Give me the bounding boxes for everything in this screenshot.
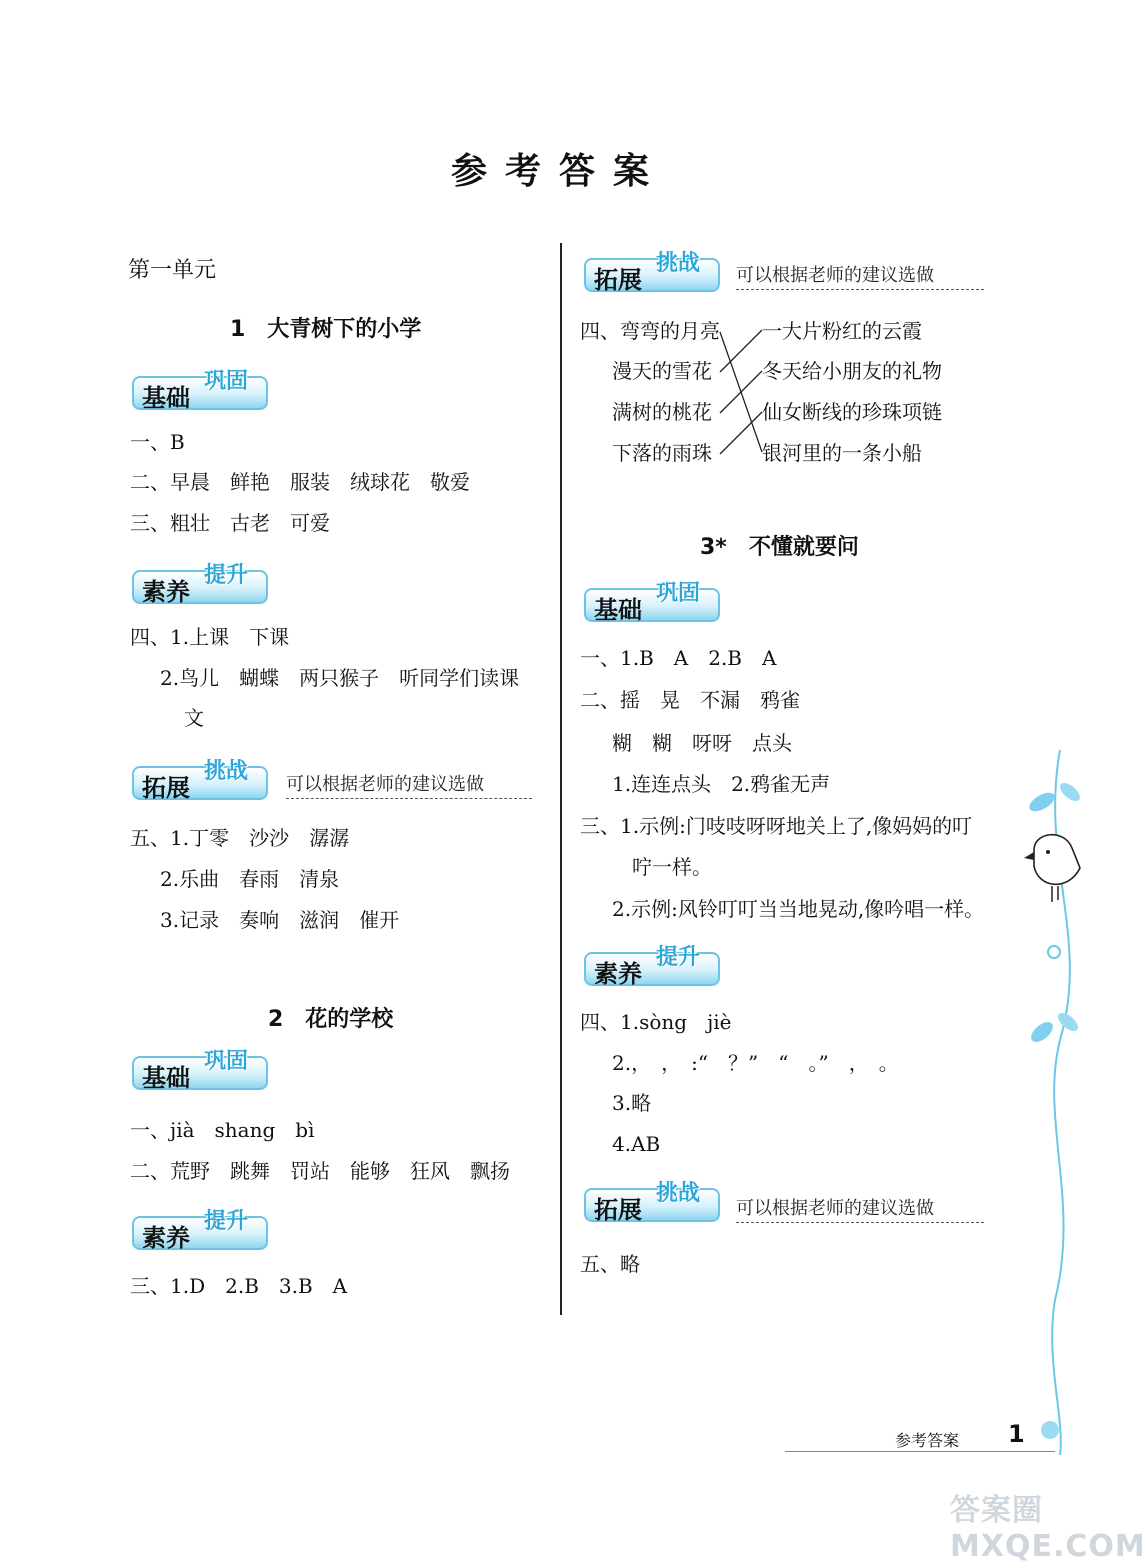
badge-accent-text: 提升 <box>204 563 249 588</box>
answer-line: 1.连连点头 2.鸦雀无声 <box>612 772 831 796</box>
badge-suyang-tisheng <box>584 944 726 988</box>
leaf-icon <box>1057 780 1083 805</box>
match-right-item: 银河里的一条小船 <box>762 441 922 465</box>
answer-line: 二、荒野 跳舞 罚站 能够 狂风 飘扬 <box>130 1159 510 1183</box>
optional-note: 可以根据老师的建议选做 <box>286 770 532 799</box>
optional-note: 可以根据老师的建议选做 <box>736 261 984 290</box>
badge-jichu-gonggu <box>584 580 726 624</box>
badge-main-text: 素养 <box>142 578 190 606</box>
answer-line: 咛一样。 <box>632 855 712 879</box>
column-divider <box>560 243 562 1315</box>
badge-accent-text: 挑战 <box>204 759 249 784</box>
answer-line: 三、1.示例:门吱吱呀呀地关上了,像妈妈的叮 <box>580 814 973 838</box>
badge-accent-text: 巩固 <box>204 369 249 394</box>
badge-suyang-tisheng <box>132 562 274 606</box>
leaf-icon <box>1055 1010 1081 1035</box>
answer-line: 四、1.sòng jiè <box>580 1010 732 1034</box>
answer-line: 文 <box>184 706 204 730</box>
answer-line: 二、摇 晃 不漏 鸦雀 <box>580 688 800 712</box>
badge-accent-text: 巩固 <box>656 581 701 606</box>
badge-accent-text: 挑战 <box>656 251 701 276</box>
badge-accent-text: 挑战 <box>656 1181 701 1206</box>
badge-main-text: 拓展 <box>142 774 190 802</box>
badge-tuozhan-tiaozhan <box>584 1180 726 1224</box>
answer-line: 2.鸟儿 蝴蝶 两只猴子 听同学们读课 <box>160 666 520 690</box>
badge-main-text: 拓展 <box>594 266 642 294</box>
lesson3-title: 3* 不懂就要问 <box>700 535 859 560</box>
badge-accent-text: 巩固 <box>204 1049 249 1074</box>
answer-line: 糊 糊 呀呀 点头 <box>612 731 792 755</box>
unit-heading: 第一单元 <box>128 258 217 283</box>
answer-line: 2.， ， :“ ？” “ 。” ， 。 <box>612 1051 899 1075</box>
badge-main-text: 基础 <box>594 596 642 624</box>
badge-jichu-gonggu <box>132 368 274 412</box>
match-left-item: 四、弯弯的月亮 <box>580 319 720 343</box>
lesson2-title: 2 花的学校 <box>268 1007 394 1032</box>
answer-line: 一、jià shang bì <box>130 1118 315 1142</box>
answer-line: 2.乐曲 春雨 清泉 <box>160 867 340 891</box>
badge-suyang-tisheng <box>132 1208 274 1252</box>
badge-tuozhan-tiaozhan <box>132 758 274 802</box>
answer-line: 三、1.D 2.B 3.B A <box>130 1274 348 1298</box>
answer-line: 三、粗壮 古老 可爱 <box>130 511 330 535</box>
answer-line: 五、1.丁零 沙沙 潺潺 <box>130 826 350 850</box>
answer-line: 3.记录 奏响 滋润 催开 <box>160 908 400 932</box>
answer-line: 3.略 <box>612 1091 652 1115</box>
leaf-icon <box>1026 789 1057 815</box>
match-right-item: 仙女断线的珍珠项链 <box>762 400 942 424</box>
matching-lines <box>718 318 764 468</box>
match-left-item: 满树的桃花 <box>612 400 712 424</box>
match-line <box>720 371 762 413</box>
badge-main-text: 基础 <box>142 384 190 412</box>
answer-line: 4.AB <box>612 1132 661 1156</box>
badge-main-text: 基础 <box>142 1064 190 1092</box>
badge-accent-text: 提升 <box>204 1209 249 1234</box>
answer-line: 一、1.B A 2.B A <box>580 646 777 670</box>
badge-tuozhan-tiaozhan <box>584 250 726 294</box>
match-left-item: 漫天的雪花 <box>612 359 712 383</box>
vine-decoration <box>1020 740 1110 1460</box>
bird-icon <box>1024 835 1080 902</box>
badge-main-text: 素养 <box>142 1224 190 1252</box>
badge-main-text: 拓展 <box>594 1196 642 1224</box>
lesson1-title: 1 大青树下的小学 <box>230 317 422 342</box>
optional-note: 可以根据老师的建议选做 <box>736 1194 984 1223</box>
answer-line: 一、B <box>130 430 185 454</box>
page-number: 1 <box>1008 1420 1025 1448</box>
footer-label: 参考答案 <box>895 1431 960 1450</box>
badge-accent-text: 提升 <box>656 945 701 970</box>
match-right-item: 冬天给小朋友的礼物 <box>762 359 942 383</box>
flower-icon <box>1041 1421 1059 1439</box>
badge-main-text: 素养 <box>594 960 642 988</box>
answer-line: 2.示例:风铃叮叮当当地晃动,像吟唱一样。 <box>612 897 985 921</box>
match-left-item: 下落的雨珠 <box>612 441 712 465</box>
watermark: 答案圈 MXQE.COM <box>950 1493 1146 1564</box>
footer-rule <box>785 1451 1055 1452</box>
answer-line: 五、略 <box>580 1252 640 1276</box>
badge-jichu-gonggu <box>132 1048 274 1092</box>
answer-line: 二、早晨 鲜艳 服装 绒球花 敬爱 <box>130 470 470 494</box>
match-right-item: 一大片粉红的云霞 <box>762 319 922 343</box>
leaf-icon <box>1028 1018 1057 1045</box>
answer-line: 四、1.上课 下课 <box>130 625 290 649</box>
page-title: 参考答案 <box>450 151 667 192</box>
swirl-icon <box>1048 946 1060 958</box>
